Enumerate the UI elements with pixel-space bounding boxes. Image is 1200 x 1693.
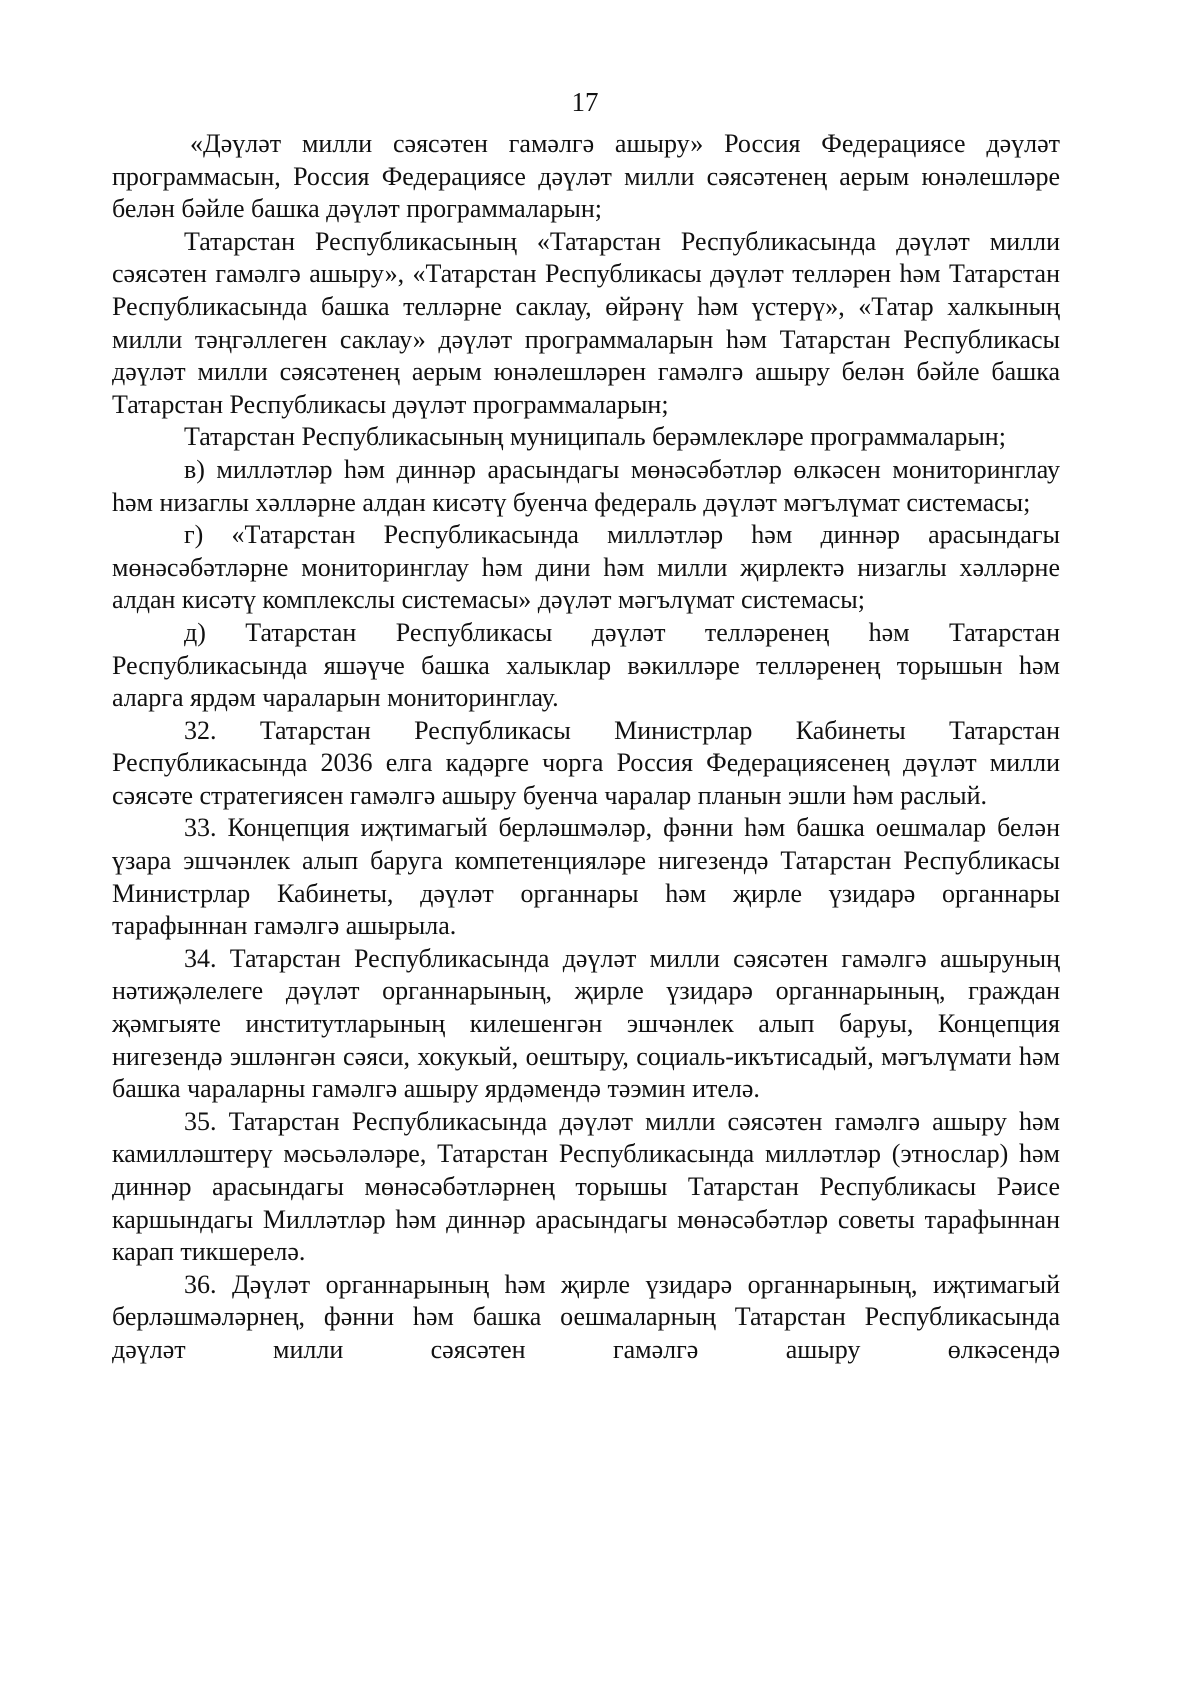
paragraph-35: 35. Татарстан Республикасында дәүләт милли сәясәтен гамәлгә ашыру һәм камилләштерү мәсьәләләре, Татарстан Республикасында милләтләр (этнослар) һәм диннәр арасындагы мөнәсәбәтләрнең торышы Татарстан Республикасы Рәисе каршындагы Милләтләр һәм диннәр арасындагы мөнәсәбәтләр советы тарафыннан карап тикшерелә. xyxy=(112,1106,1060,1267)
paragraph-item-g: г) «Татарстан Республикасында милләтләр һәм диннәр арасындагы мөнәсәбәтләрне мониторинглау һәм дини һәм милли җирлектә низаглы хәлләрне алдан кисәтү комплекслы системасы» дәүләт мәгълүмат системасы; xyxy=(112,520,1060,615)
paragraph-36: 36. Дәүләт органнарының һәм җирле үзидарә органнарының, иҗтимагый берләшмәләрнең, фәнни һәм башка оешмаларның Татарстан Республикасында дәүләт милли сәясәтен гамәлгә ашыру өлкәсендә xyxy=(112,1269,1060,1364)
paragraph-34: 34. Татарстан Республикасында дәүләт милли сәясәтен гамәлгә ашыруның нәтиҗәлелеге дәүләт органнарының, җирле үзидарә органнарының, граждан җәмгыяте институтларының килешенгән эшчәнлек алып баруы, Концепция нигезендә эшләнгән сәяси, хокукый, оештыру, социаль-икътисадый, мәгълүмати һәм башка чараларны гамәлгә ашыру ярдәмендә тәэмин ителә. xyxy=(112,943,1060,1104)
paragraph-tatarstan-programs: Татарстан Республикасының «Татарстан Республикасында дәүләт милли сәясәтен гамәлгә ашыру», «Татарстан Республикасы дәүләт телләрен һәм Татарстан Республикасында башка телләрне саклау, өйрәнү һәм үстерү», «Татар халкының милли тәңгәллеген саклау» дәүләт программаларын һәм Татарстан Республикасы дәүләт милли сәясәтенең аерым юнәлешләрен гамәлгә ашыру белән бәйле башка Татарстан Республикасы дәүләт программаларын; xyxy=(112,226,1060,419)
document-body xyxy=(112,128,1060,1367)
paragraph-federal-program: «Дәүләт милли сәясәтен гамәлгә ашыру» Россия Федерациясе дәүләт программасын, Россия Федерациясе дәүләт милли сәясәтенең аерым юнәлешләре белән бәйле башка дәүләт программаларын; xyxy=(112,129,1060,224)
page-number: 17 xyxy=(571,87,599,117)
paragraph-municipal-programs: Татарстан Республикасының муниципаль берәмлекләре программаларын; xyxy=(184,422,1006,452)
paragraph-33: 33. Концепция иҗтимагый берләшмәләр, фәнни һәм башка оешмалар белән үзара эшчәнлек алып баруга компетенцияләре нигезендә Татарстан Республикасы Министрлар Кабинеты, дәүләт органнары һәм җирле үзидарә органнары тарафыннан гамәлгә ашырыла. xyxy=(112,813,1060,941)
paragraph-item-v: в) милләтләр һәм диннәр арасындагы мөнәсәбәтләр өлкәсен мониторинглау һәм низаглы хәлләрне алдан кисәтү буенча федераль дәүләт мәгълүмат системасы; xyxy=(112,454,1060,517)
paragraph-item-d: д) Татарстан Республикасы дәүләт телләренең һәм Татарстан Республикасында яшәүче башка халыклар вәкилләре телләренең торышын һәм аларга ярдәм чараларын мониторинглау. xyxy=(112,617,1060,713)
paragraph-32: 32. Татарстан Республикасы Министрлар Кабинеты Татарстан Республикасында 2036 елга кадәрге чорга Россия Федерациясенең дәүләт милли сәясәте стратегиясен гамәлгә ашыру буенча чаралар планын эшли һәм раслый. xyxy=(112,715,1060,810)
